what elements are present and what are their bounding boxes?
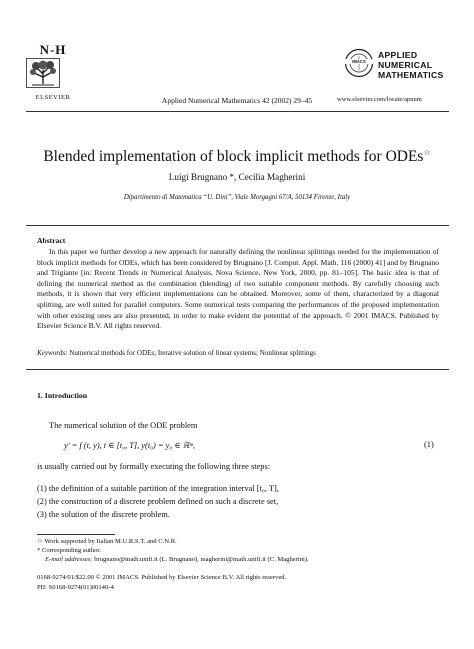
list-item: (2) the construction of a discrete problem defined on such a discrete set, xyxy=(37,496,279,506)
article-affiliation: Dipartimento di Matematica “U. Dini”, Viale Morgagni 67/A, 50134 Firenze, Italy xyxy=(123,194,351,201)
publisher-mark: N-H xyxy=(39,42,67,57)
publisher-logo xyxy=(26,42,80,101)
journal-logo-line-3: MATHEMATICS xyxy=(378,70,444,80)
list-item: (1) the definition of a suitable partition of the integration interval [t₀, T], xyxy=(37,484,279,493)
steps-list xyxy=(37,483,279,521)
article-title-text: Blended implementation of block implicit methods for ODEs xyxy=(43,148,424,166)
journal-url[interactable]: www.elsevier.com/locate/apnum xyxy=(337,96,422,103)
email-addresses[interactable]: brugnano@math.unifi.it (L. Brugnano), magherini@math.unifi.it (C. Magherini). xyxy=(92,556,309,564)
journal-logo-line-2: NUMERICAL xyxy=(378,60,433,70)
keywords-label: Keywords: xyxy=(37,349,68,357)
footnote-funding: ☆ Work supported by Italian M.U.R.S.T. and C.N.R. xyxy=(37,538,177,545)
copyright-line: 0168-9274/01/$22.00 © 2001 IMACS. Published by Elsevier Science B.V. All rights reserved. xyxy=(37,574,287,581)
pii-line: PII: S0168-9274(01)00140-4 xyxy=(37,583,114,591)
list-item: (3) the solution of the discrete problem. xyxy=(37,509,170,519)
footnote-rule xyxy=(37,534,115,535)
keywords xyxy=(37,349,439,357)
journal-reference: Applied Numerical Mathematics 42 (2002) 29–45 xyxy=(161,96,313,105)
section-heading: 1. Introduction xyxy=(37,391,88,400)
intro-paragraph-1: The numerical solution of the ODE problem xyxy=(49,421,198,430)
article-title xyxy=(0,148,474,166)
journal-logo-text xyxy=(378,50,444,80)
abstract-text: In this paper we further develop a new approach for naturally defining the nonlinear splittings needed for the implementation of block implicit methods for ODEs, which has been considered by Brugnano [J. Comput. Appl. Math. 116 (2000) 41] and by Brugnano and Trigiante [in: Recent Trends in Numerical Analysis, Nova Science, New York, 2000, pp. 81–105]. The basic idea is that of defining the numerical method as the combination (blending) of two suitable component methods. By carefully choosing such methods, it is shown that very efficient implementations can be obtained. Moreover, some of them, characterized by a diagonal splitting, are well suited for parallel computers. Some numerical tests comparing the performances of the proposed implementation with other existing ones are also presented, in order to make evident the potential of the approach. © 2001 IMACS. Published by Elsevier Science B.V. All rights reserved. xyxy=(37,247,439,331)
intro-paragraph-2: is usually carried out by formally executing the following three steps: xyxy=(37,462,271,471)
equation-number: (1) xyxy=(424,440,434,449)
equation-1: y′ = f (t, y), t ∈ [t₀, T], y(t₀) = y₀ ∈ ℝᵐ, xyxy=(64,441,195,450)
keywords-text: Numerical methods for ODEs; Iterative solution of linear systems; Nonlinear splittings xyxy=(67,349,316,357)
abstract-top-rule xyxy=(26,225,449,226)
elsevier-tree-icon xyxy=(26,58,60,88)
header-rule xyxy=(26,111,449,112)
footnote-corresponding: * Corresponding author. xyxy=(37,547,101,555)
footnote-emails xyxy=(37,555,309,564)
title-footnote-mark[interactable]: ☆ xyxy=(423,148,431,157)
abstract-bottom-rule xyxy=(26,369,449,370)
email-label: E-mail addresses: xyxy=(45,556,93,564)
publisher-name: ELSEVIER xyxy=(35,94,71,101)
abstract-heading: Abstract xyxy=(37,236,66,245)
journal-logo-line-1: APPLIED xyxy=(378,50,418,60)
copyright-block xyxy=(37,573,286,593)
imacs-seal-text: IMACS xyxy=(344,59,374,64)
footnotes xyxy=(37,537,309,565)
article-authors: Luigi Brugnano *, Cecilia Magherini xyxy=(168,172,306,182)
